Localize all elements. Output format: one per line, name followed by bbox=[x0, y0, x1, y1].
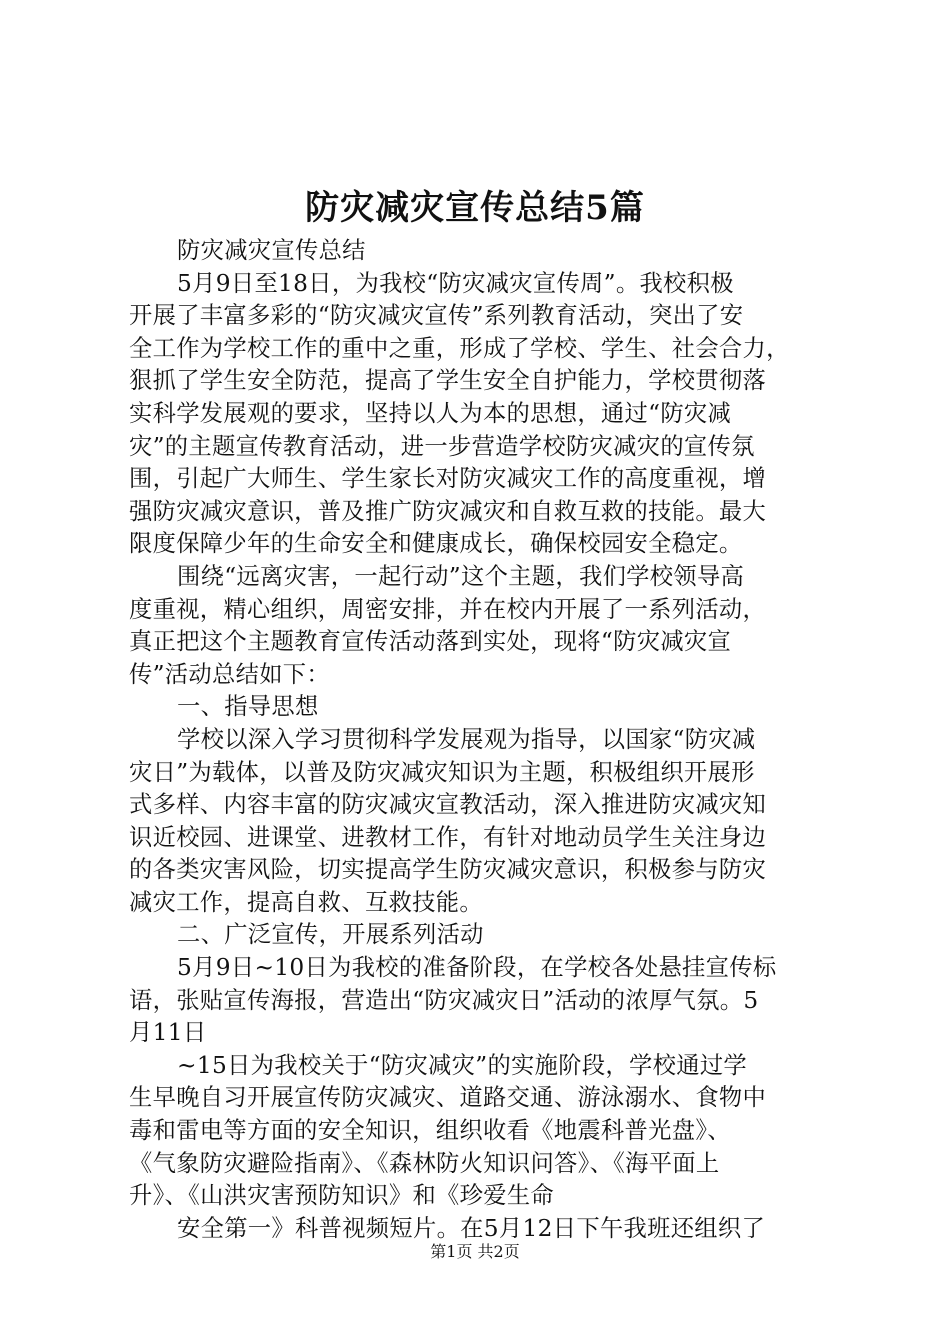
text-line: 度重视，精心组织，周密安排，并在校内开展了一系列活动， bbox=[129, 595, 767, 623]
text-line: 识近校园、进课堂、进教材工作，有针对地动员学生关注身边 bbox=[129, 823, 767, 851]
text-line: 毒和雷电等方面的安全知识，组织收看《地震科普光盘》、 bbox=[129, 1117, 731, 1145]
document-body bbox=[129, 235, 833, 1245]
text-line: 传”活动总结如下： bbox=[129, 660, 330, 688]
text-line: 《气象防灾避险指南》、《森林防火知识问答》、《海平面上 bbox=[129, 1149, 720, 1177]
text-line: ~15日为我校关于“防灾减灾”的实施阶段，学校通过学 bbox=[177, 1051, 748, 1079]
text-line: 灾日”为载体，以普及防灾减灾知识为主题，积极组织开展形 bbox=[129, 758, 755, 786]
text-line: 围绕“远离灾害，一起行动”这个主题，我们学校领导高 bbox=[177, 562, 745, 590]
text-line: 一、指导思想 bbox=[177, 693, 319, 721]
text-line: 围，引起广大师生、学生家长对防灾减灾工作的高度重视，增 bbox=[129, 465, 767, 493]
text-line: 限度保障少年的生命安全和健康成长，确保校园安全稳定。 bbox=[129, 530, 743, 558]
text-line: 升》、《山洪灾害预防知识》和《珍爱生命 bbox=[129, 1182, 555, 1210]
text-line: 生早晚自习开展宣传防灾减灾、道路交通、游泳溺水、食物中 bbox=[129, 1084, 767, 1112]
text-line: 灾”的主题宣传教育活动，进一步营造学校防灾减灾的宣传氛 bbox=[129, 432, 755, 460]
text-line: 开展了丰富多彩的“防灾减灾宣传”系列教育活动，突出了安 bbox=[129, 302, 744, 330]
text-line: 真正把这个主题教育宣传活动落到实处，现将“防灾减灾宣 bbox=[129, 628, 732, 656]
text-line: 5月9日~10日为我校的准备阶段，在学校各处悬挂宣传标 bbox=[177, 954, 777, 982]
text-line: 防灾减灾宣传总结 bbox=[177, 237, 366, 264]
text-line: 强防灾减灾意识，普及推广防灾减灾和自救互救的技能。最大 bbox=[129, 497, 767, 525]
text-line: 式多样、内容丰富的防灾减灾宣教活动，深入推进防灾减灾知 bbox=[129, 791, 767, 819]
page-footer: 第1页 共2页 bbox=[430, 1242, 520, 1261]
text-line: 实科学发展观的要求，坚持以人为本的思想，通过“防灾减 bbox=[129, 399, 732, 427]
text-line: 5月9日至18日，为我校“防灾减灾宣传周”。我校积极 bbox=[177, 269, 734, 297]
page-title: 防灾减灾宣传总结5篇 bbox=[305, 188, 645, 228]
text-line: 狠抓了学生安全防范，提高了学生安全自护能力，学校贯彻落 bbox=[129, 367, 767, 395]
text-line: 安全第一》科普视频短片。在5月12日下午我班还组织了 bbox=[177, 1214, 766, 1242]
text-line: 的各类灾害风险，切实提高学生防灾减灾意识，积极参与防灾 bbox=[129, 856, 767, 884]
text-line: 学校以深入学习贯彻科学发展观为指导，以国家“防灾减 bbox=[177, 725, 756, 753]
text-line: 月11日 bbox=[129, 1019, 207, 1047]
text-line: 二、广泛宣传，开展系列活动 bbox=[177, 921, 484, 949]
text-line: 语，张贴宣传海报，营造出“防灾减灾日”活动的浓厚气氛。5 bbox=[129, 986, 759, 1014]
text-line: 全工作为学校工作的重中之重，形成了学校、学生、社会合力， bbox=[129, 334, 790, 362]
text-line: 减灾工作，提高自救、互救技能。 bbox=[129, 888, 483, 916]
